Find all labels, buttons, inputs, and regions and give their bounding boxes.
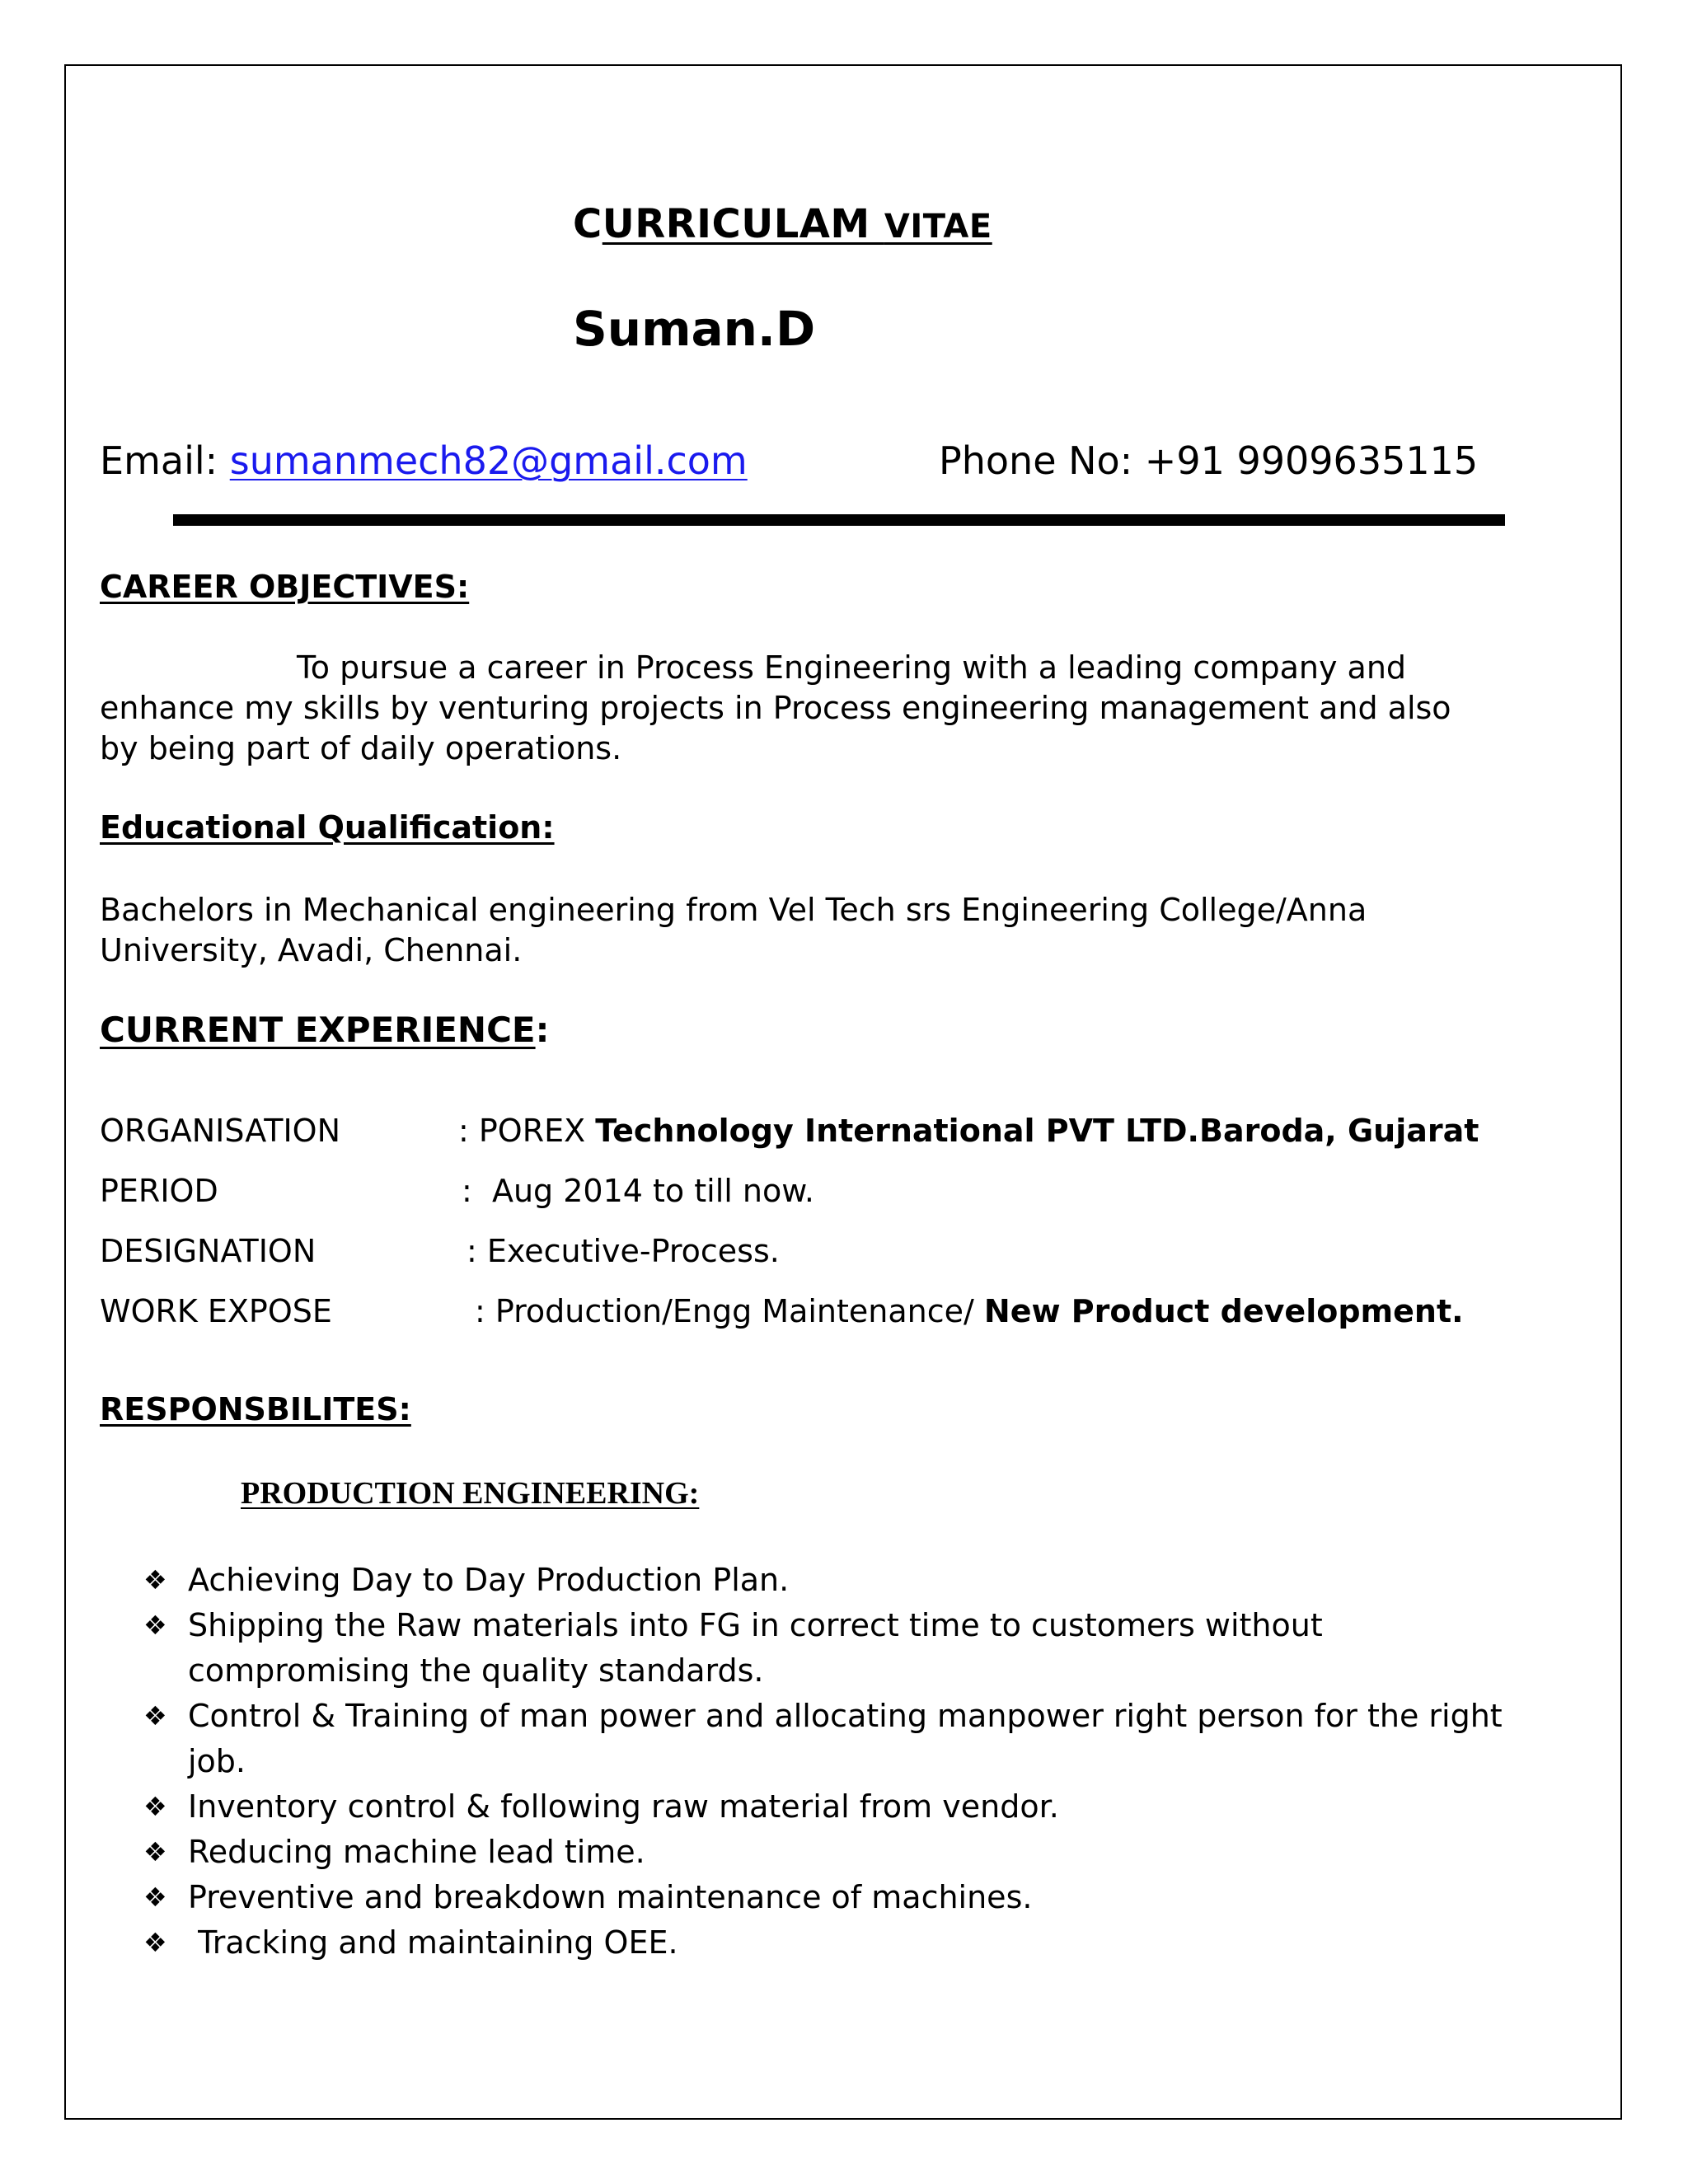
- experience-value-organisation: [458, 1113, 1479, 1149]
- work-expose-separator: :: [475, 1293, 495, 1329]
- diamond-bullet-icon: ❖: [143, 1610, 167, 1641]
- list-item-text: Inventory control & following raw material from vendor.: [188, 1788, 1059, 1825]
- diamond-bullet-icon: ❖: [143, 1700, 167, 1732]
- experience-heading: [100, 1010, 549, 1050]
- email-label: Email:: [100, 438, 230, 483]
- organisation-prefix: : POREX: [458, 1113, 596, 1149]
- period-text: Aug 2014 to till now.: [491, 1173, 814, 1209]
- phone-label: Phone No:: [939, 438, 1145, 483]
- education-line-2: University, Avadi, Chennai.: [100, 932, 523, 968]
- phone-line: [939, 438, 1478, 483]
- list-item: [138, 1603, 1540, 1694]
- experience-value-period: [462, 1173, 814, 1209]
- experience-heading-text: CURRENT EXPERIENCE: [100, 1010, 536, 1050]
- title-middle: URRICULAM: [602, 201, 884, 247]
- education-heading: Educational Qualification:: [100, 809, 555, 846]
- period-separator: :: [462, 1173, 492, 1209]
- email-link[interactable]: sumanmech82@gmail.com: [229, 438, 748, 483]
- career-objectives-line-1: To pursue a career in Process Engineering with a leading company and: [297, 649, 1407, 686]
- diamond-bullet-icon: ❖: [143, 1564, 167, 1596]
- diamond-bullet-icon: ❖: [143, 1927, 167, 1958]
- career-objectives-line-3: by being part of daily operations.: [100, 730, 622, 766]
- designation-separator: :: [467, 1233, 487, 1269]
- experience-label-organisation: ORGANISATION: [100, 1113, 341, 1149]
- title-last-word: VITAE: [884, 208, 992, 246]
- list-item: [138, 1875, 1540, 1920]
- list-item: [138, 1558, 1540, 1603]
- list-item-text: Tracking and maintaining OEE.: [188, 1924, 678, 1961]
- experience-heading-colon: :: [535, 1010, 550, 1050]
- list-item: [138, 1784, 1540, 1830]
- title-underlined-part: [603, 201, 992, 247]
- title-first-letter: C: [573, 201, 603, 247]
- list-item-text: Reducing machine lead time.: [188, 1834, 645, 1870]
- candidate-name: Suman.D: [573, 301, 816, 357]
- list-item: [138, 1830, 1540, 1875]
- list-item: [138, 1920, 1540, 1966]
- list-item-text: Achieving Day to Day Production Plan.: [188, 1562, 790, 1598]
- header-divider: [173, 514, 1505, 526]
- diamond-bullet-icon: ❖: [143, 1791, 167, 1822]
- diamond-bullet-icon: ❖: [143, 1836, 167, 1868]
- list-item: [138, 1694, 1540, 1784]
- experience-label-work-expose: WORK EXPOSE: [100, 1293, 332, 1329]
- phone-number: +91 9909635115: [1144, 438, 1479, 483]
- list-item-text: Preventive and breakdown maintenance of machines.: [188, 1879, 1033, 1915]
- experience-value-work-expose: [475, 1293, 1464, 1329]
- responsibilities-list: [138, 1558, 1540, 1966]
- document-title: [573, 201, 992, 247]
- education-line-1: Bachelors in Mechanical engineering from Vel Tech srs Engineering College/Anna: [100, 892, 1367, 928]
- production-engineering-subheading: PRODUCTION ENGINEERING:: [241, 1476, 700, 1511]
- experience-label-designation: DESIGNATION: [100, 1233, 316, 1269]
- experience-value-designation: [467, 1233, 780, 1269]
- career-objectives-line-2: enhance my skills by venturing projects in Process engineering management and also: [100, 690, 1451, 726]
- designation-text: Executive-Process.: [486, 1233, 780, 1269]
- diamond-bullet-icon: ❖: [143, 1882, 167, 1913]
- career-objectives-heading: CAREER OBJECTIVES:: [100, 569, 470, 605]
- organisation-name: Technology International PVT LTD.Baroda, Gujarat: [595, 1113, 1479, 1149]
- list-item-text: Shipping the Raw materials into FG in correct time to customers without compromising the quality standards.: [188, 1607, 1323, 1689]
- work-expose-bold-text: New Product development.: [983, 1293, 1464, 1329]
- responsibilities-heading: RESPONSBILITES:: [100, 1391, 411, 1427]
- experience-label-period: PERIOD: [100, 1173, 218, 1209]
- list-item-text: Control & Training of man power and allocating manpower right person for the right job.: [188, 1698, 1503, 1779]
- email-line: [100, 438, 748, 483]
- work-expose-text: Production/Engg Maintenance/: [495, 1293, 984, 1329]
